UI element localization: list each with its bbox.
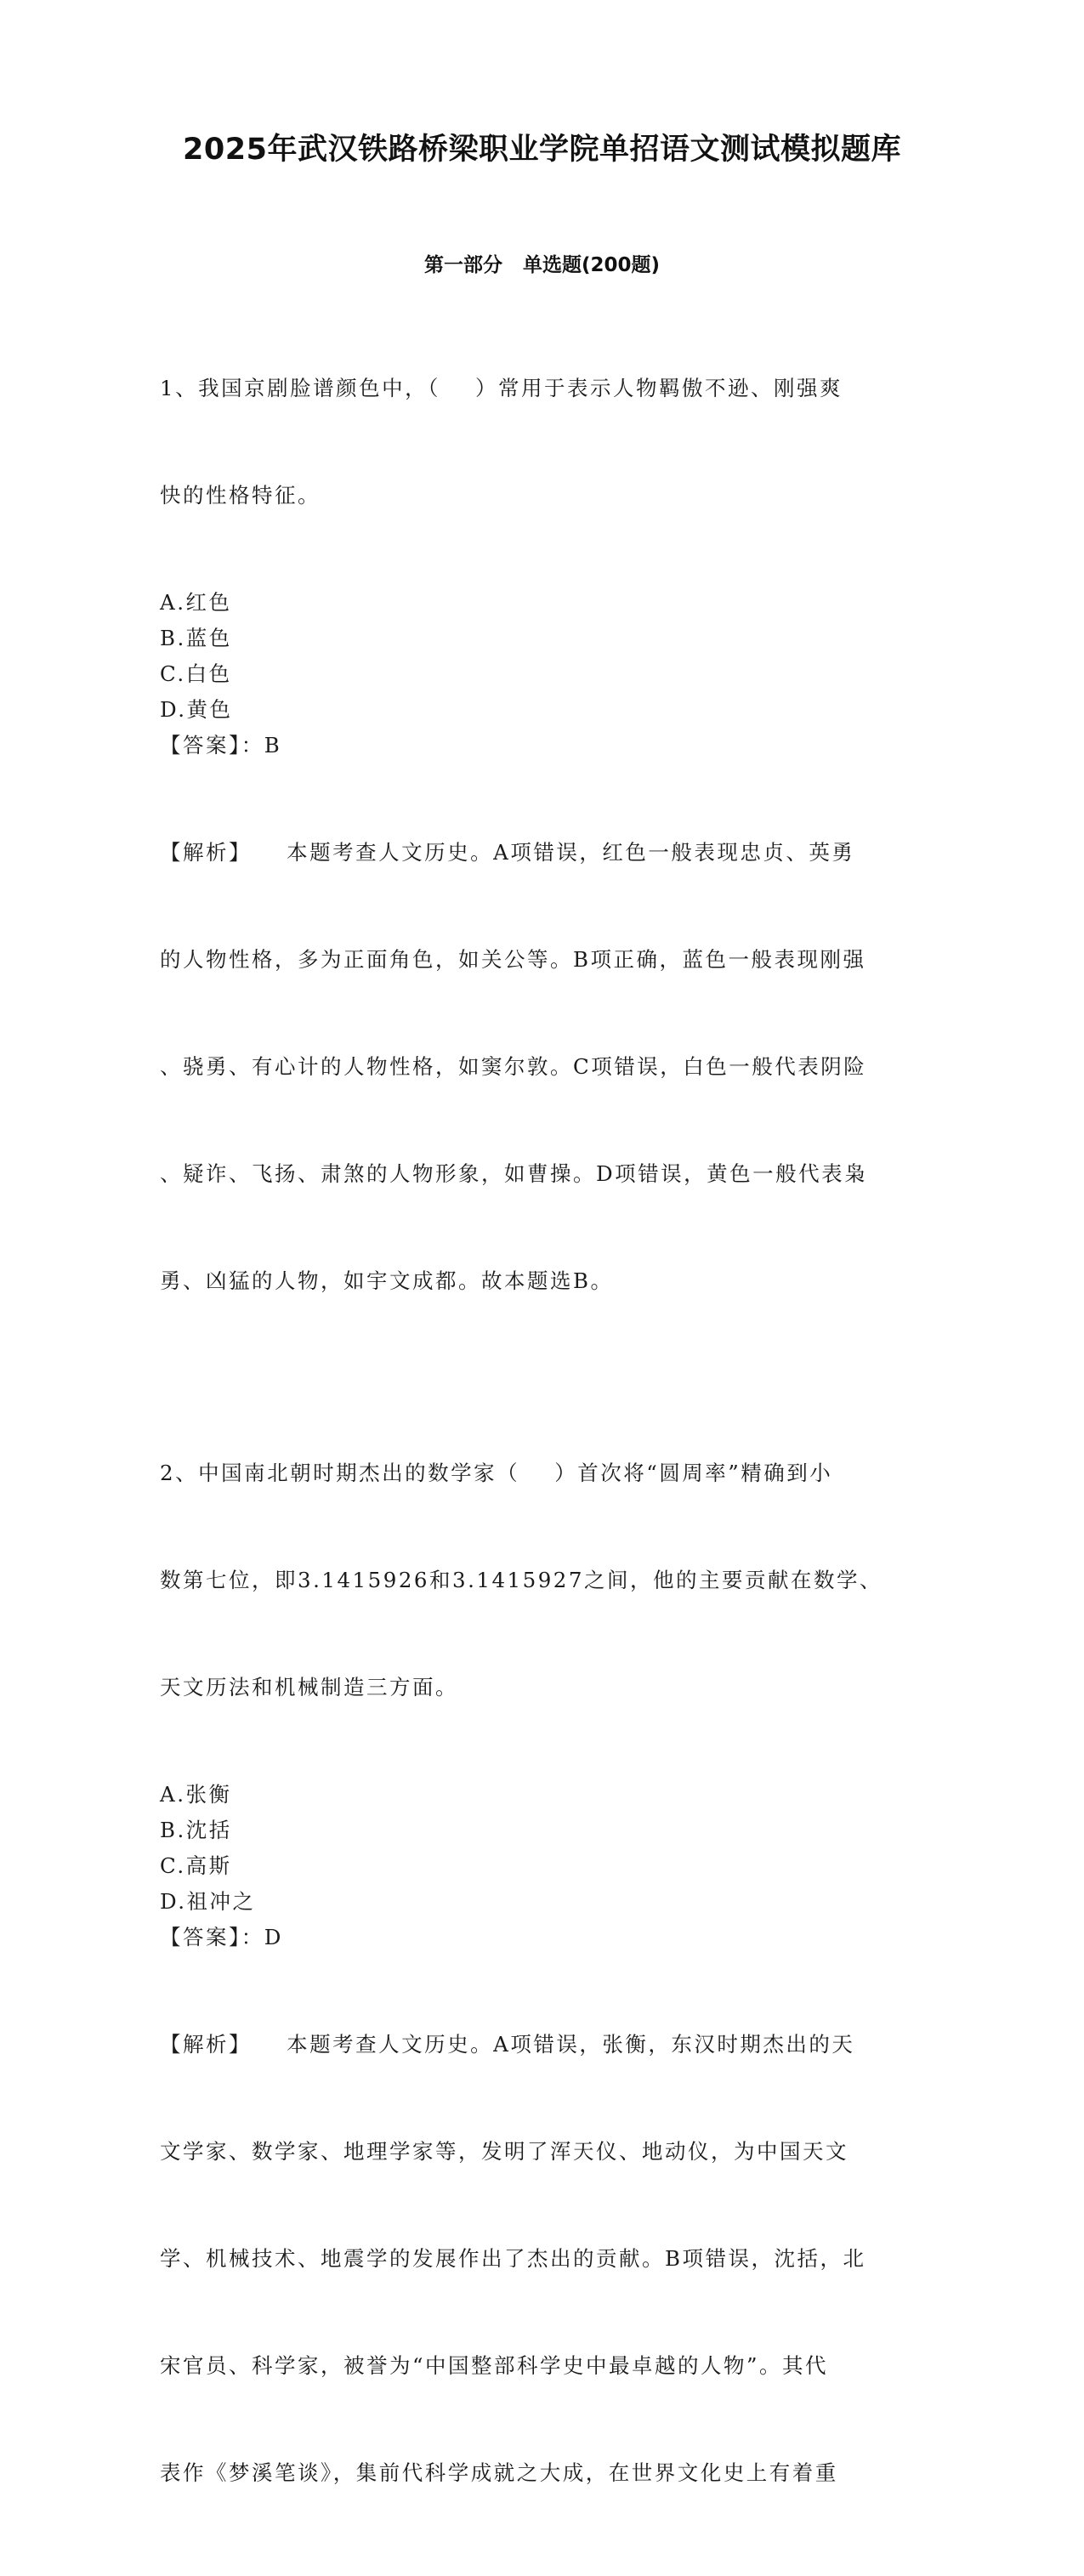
option-b: B.沈括 xyxy=(160,1818,232,1842)
stem-line: 1、我国京剧脸谱颜色中，（ ）常用于表示人物羁傲不逊、刚强爽 xyxy=(160,376,843,400)
analysis xyxy=(160,763,925,1370)
option-a: A.张衡 xyxy=(160,1782,232,1807)
analysis-line: 、疑诈、飞扬、肃煞的人物形象，如曹操。D项错误，黄色一般代表枭 xyxy=(160,1161,868,1186)
stem-line: 2、中国南北朝时期杰出的数学家（ ）首次将“圆周率”精确到小 xyxy=(160,1461,833,1485)
analysis-line: 文学家、数学家、地理学家等，发明了浑天仪、地动仪，为中国天文 xyxy=(160,2139,848,2164)
analysis xyxy=(160,1955,925,2562)
analysis-line: 学、机械技术、地震学的发展作出了杰出的贡献。B项错误，沈括，北 xyxy=(160,2246,866,2271)
analysis-line: 表作《梦溪笔谈》，集前代科学成就之大成，在世界文化史上有着重 xyxy=(160,2460,838,2485)
document-title: 2025年武汉铁路桥梁职业学院单招语文测试模拟题库 xyxy=(183,133,901,167)
option-c: C.白色 xyxy=(160,661,232,686)
option-d: D.祖冲之 xyxy=(160,1889,256,1914)
question-stem xyxy=(160,1384,925,1777)
question-2 xyxy=(160,1384,925,2562)
analysis-line: 的人物性格，多为正面角色，如关公等。B项正确，蓝色一般表现刚强 xyxy=(160,947,866,972)
option-c: C.高斯 xyxy=(160,1853,232,1878)
option-d: D.黄色 xyxy=(160,697,233,722)
question-stem xyxy=(160,299,925,585)
stem-line: 快的性格特征。 xyxy=(160,483,321,508)
stem-line: 天文历法和机械制造三方面。 xyxy=(160,1675,458,1699)
analysis-line: 勇、凶猛的人物，如宇文成都。故本题选B。 xyxy=(160,1268,614,1293)
stem-line: 数第七位，即3.1415926和3.1415927之间，他的主要贡献在数学、 xyxy=(160,1568,883,1592)
analysis-line: 宋官员、科学家，被誉为“中国整部科学史中最卓越的人物”。其代 xyxy=(160,2353,829,2378)
analysis-line: 、骁勇、有心计的人物性格，如窦尔敦。C项错误，白色一般代表阴险 xyxy=(160,1054,867,1079)
option-a: A.红色 xyxy=(160,590,232,615)
analysis-line: 【解析】 本题考查人文历史。A项错误，红色一般表现忠贞、英勇 xyxy=(160,840,855,865)
option-b: B.蓝色 xyxy=(160,626,232,650)
section-title: 第一部分 单选题(200题) xyxy=(423,254,661,276)
question-1 xyxy=(160,299,925,1370)
question-list xyxy=(160,299,925,2576)
answer-line: 【答案】：B xyxy=(160,733,282,757)
analysis-line: 【解析】 本题考查人文历史。A项错误，张衡，东汉时期杰出的天 xyxy=(160,2032,855,2057)
answer-line: 【答案】：D xyxy=(160,1925,283,1949)
